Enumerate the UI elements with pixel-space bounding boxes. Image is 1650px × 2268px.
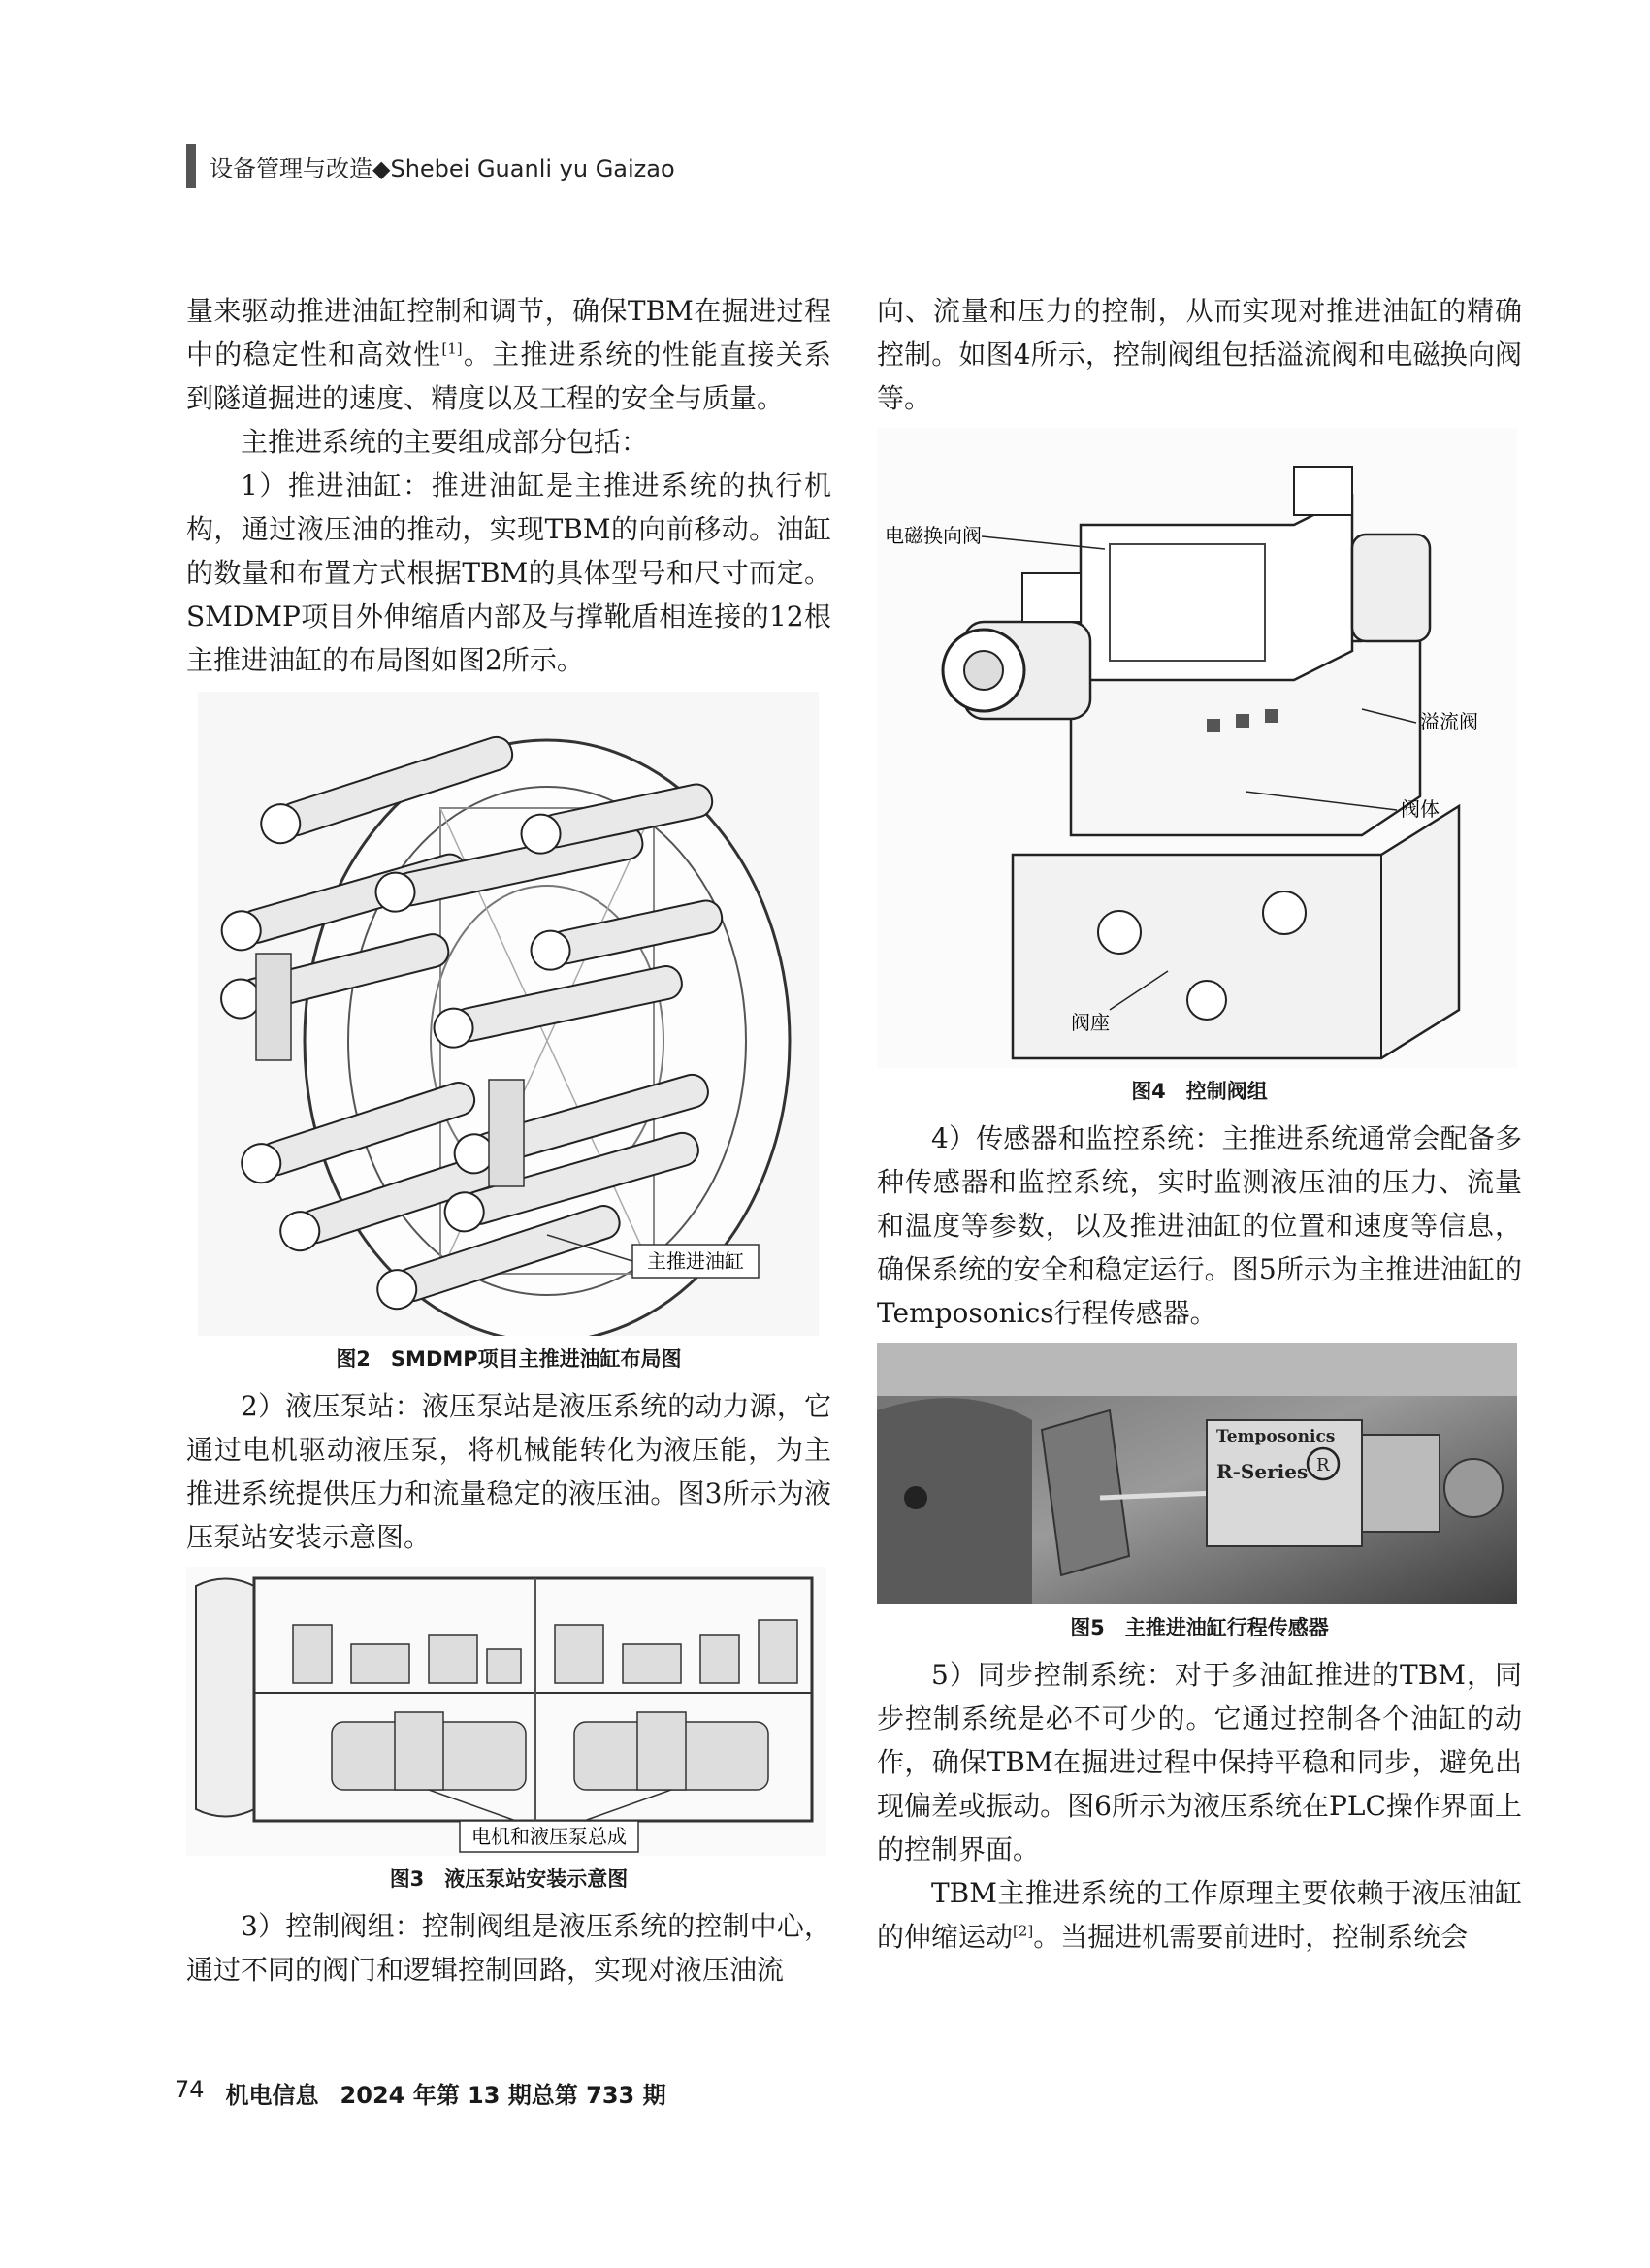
left-column: [186, 289, 831, 1992]
page-number: 74: [175, 2076, 205, 2103]
fig4-label-relief: 溢流阀: [1420, 710, 1478, 733]
fig3-label: 电机和液压泵总成: [471, 1825, 627, 1848]
svg-text:R: R: [1316, 1455, 1330, 1475]
figure-4-valve-group: [877, 428, 1517, 1068]
fig2-label: 主推进油缸: [647, 1249, 744, 1273]
figure-2-cylinder-layout: [198, 692, 819, 1336]
right-column: [877, 289, 1522, 1959]
footer-issue: 2024 年第 13 期总第 733 期: [340, 2082, 666, 2109]
journal-header: 设备管理与改造◆Shebei Guanli yu Gaizao: [210, 154, 675, 182]
page-footer: [175, 2076, 666, 2110]
header-bar: [186, 144, 196, 188]
paragraph-pump-station: 2）液压泵站：液压泵站是液压系统的动力源，它通过电机驱动液压泵，将机械能转化为液压能，为主推进系统提供压力和流量稳定的液压油。图3所示为液压泵站安装示意图。: [186, 1390, 831, 1553]
paragraph-thrust-cylinder: 1）推进油缸：推进油缸是主推进系统的执行机构，通过液压油的推动，实现TBM的向前移动。油缸的数量和布置方式根据TBM的具体型号和尺寸而定。SMDMP项目外伸缩盾内部及与撑靴盾相连接的12根主推进油缸的布局图如图2所示。: [186, 470, 831, 676]
fig5-series: R-Series: [1216, 1460, 1309, 1483]
paragraph-control-valve: 3）控制阀组：控制阀组是液压系统的控制中心，通过不同的阀门和逻辑控制回路，实现对液压油流: [186, 1910, 831, 1986]
paragraph-sync-control: 5）同步控制系统：对于多油缸推进的TBM，同步控制系统是必不可少的。它通过控制各个油缸的动作，确保TBM在掘进过程中保持平稳和同步，避免出现偏差或振动。图6所示为液压系统在PLC操作界面上的控制界面。: [877, 1659, 1522, 1865]
fig4-label-body: 阀体: [1401, 797, 1440, 821]
citation-ref: [1]: [441, 340, 463, 358]
citation-ref-2: [2]: [1013, 1922, 1034, 1940]
paragraph-working-principle: TBM主推进系统的工作原理主要依赖于液压油缸的伸缩运动[2]。当掘进机需要前进时，控制系统会: [877, 1877, 1522, 1953]
footer-journal: 机电信息: [225, 2082, 319, 2109]
fig5-brand: Temposonics: [1216, 1427, 1336, 1446]
paragraph-valve-continued: 向、流量和压力的控制，从而实现对推进油缸的精确控制。如图4所示，控制阀组包括溢流阀和电磁换向阀等。: [877, 295, 1522, 414]
figure-4-caption: 图4 控制阀组: [1131, 1080, 1268, 1103]
figure-2-caption: 图2 SMDMP项目主推进油缸布局图: [336, 1347, 682, 1371]
figure-3-pump-station: [186, 1567, 826, 1856]
fig4-label-seat: 阀座: [1071, 1011, 1110, 1034]
paragraph-components-intro: 主推进系统的主要组成部分包括：: [241, 426, 649, 458]
figure-5-caption: 图5 主推进油缸行程传感器: [1070, 1616, 1329, 1639]
paragraph-continued: 量来驱动推进油缸控制和调节，确保TBM在掘进过程中的稳定性和高效性[1]。主推进系统的性能直接关系到隧道掘进的速度、精度以及工程的安全与质量。: [186, 295, 831, 414]
running-header: [186, 144, 675, 188]
figure-5-sensor-photo: [877, 1343, 1517, 1604]
paragraph-sensors: 4）传感器和监控系统：主推进系统通常会配备多种传感器和监控系统，实时监测液压油的压力、流量和温度等参数，以及推进油缸的位置和速度等信息，确保系统的安全和稳定运行。图5所示为主推进油缸的Temposonics行程传感器。: [877, 1122, 1522, 1329]
fig4-label-solenoid: 电磁换向阀: [885, 524, 982, 547]
figure-3-caption: 图3 液压泵站安装示意图: [389, 1867, 629, 1891]
